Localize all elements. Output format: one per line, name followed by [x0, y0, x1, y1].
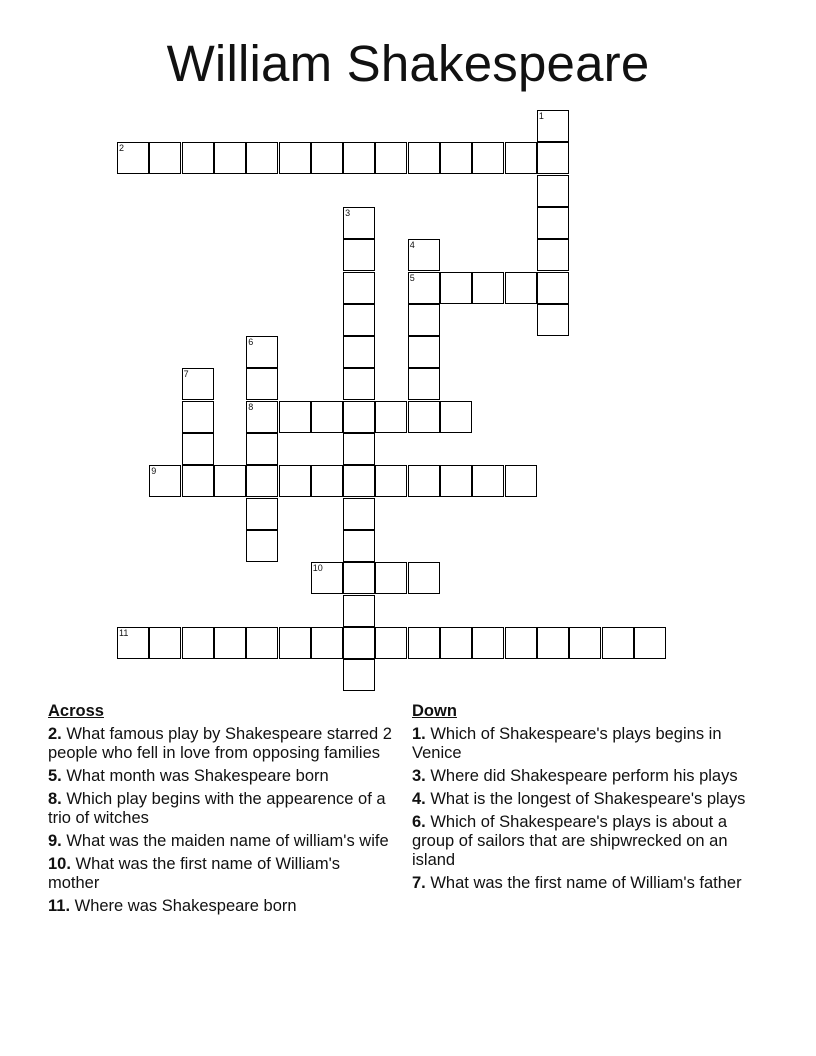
clue-number: 4. [412, 790, 426, 808]
grid-cell[interactable] [343, 498, 375, 530]
grid-cell[interactable] [537, 175, 569, 207]
grid-cell[interactable] [440, 401, 472, 433]
grid-cell[interactable] [375, 562, 407, 594]
clue-item [48, 855, 393, 893]
grid-cell[interactable] [149, 142, 181, 174]
across-heading: Across [48, 702, 104, 720]
grid-cell[interactable] [343, 336, 375, 368]
clue-item [48, 725, 393, 763]
grid-cell[interactable] [182, 433, 214, 465]
grid-cell[interactable] [537, 142, 569, 174]
grid-cell[interactable] [408, 465, 440, 497]
clue-number: 1. [412, 725, 426, 743]
grid-cell[interactable] [279, 627, 311, 659]
cell-number: 10 [312, 563, 323, 574]
grid-cell[interactable] [343, 659, 375, 691]
grid-cell[interactable] [602, 627, 634, 659]
grid-cell[interactable] [279, 401, 311, 433]
grid-cell[interactable] [343, 207, 375, 239]
clue-number: 8. [48, 790, 62, 808]
grid-cell[interactable] [537, 239, 569, 271]
grid-cell[interactable] [440, 142, 472, 174]
clue-text: What was the first name of William's father [430, 874, 742, 892]
clue-number: 10. [48, 855, 71, 873]
grid-cell[interactable] [505, 465, 537, 497]
grid-cell[interactable] [343, 239, 375, 271]
grid-cell[interactable] [408, 142, 440, 174]
grid-cell[interactable] [408, 272, 440, 304]
grid-cell[interactable] [505, 272, 537, 304]
grid-cell[interactable] [537, 110, 569, 142]
grid-cell[interactable] [343, 433, 375, 465]
grid-cell[interactable] [537, 627, 569, 659]
grid-cell[interactable] [182, 142, 214, 174]
grid-cell[interactable] [440, 465, 472, 497]
grid-cell[interactable] [311, 401, 343, 433]
grid-cell[interactable] [246, 465, 278, 497]
grid-cell[interactable] [505, 627, 537, 659]
down-clue-list [412, 725, 757, 893]
clue-text: What is the longest of Shakespeare's plays [430, 790, 746, 808]
cell-number: 8 [248, 401, 254, 412]
clue-item [48, 897, 393, 916]
grid-cell[interactable] [408, 368, 440, 400]
clue-text: What month was Shakespeare born [66, 767, 329, 785]
grid-cell[interactable] [279, 142, 311, 174]
clue-text: What was the first name of William's mother [48, 855, 340, 892]
grid-cell[interactable] [343, 272, 375, 304]
cell-number: 6 [248, 337, 254, 348]
grid-cell[interactable] [537, 272, 569, 304]
grid-cell[interactable] [537, 304, 569, 336]
grid-cell[interactable] [343, 304, 375, 336]
page-title: William Shakespeare [166, 35, 650, 92]
cell-number: 2 [119, 143, 125, 154]
clue-number: 6. [412, 813, 426, 831]
cell-number: 3 [345, 207, 351, 218]
grid-cell[interactable] [117, 142, 149, 174]
grid-cell[interactable] [505, 142, 537, 174]
grid-cell[interactable] [182, 401, 214, 433]
grid-cell[interactable] [537, 207, 569, 239]
clue-number: 2. [48, 725, 62, 743]
clue-item [48, 832, 393, 851]
grid-cell[interactable] [246, 336, 278, 368]
grid-cell[interactable] [440, 627, 472, 659]
grid-cell[interactable] [343, 530, 375, 562]
clue-text: What famous play by Shakespeare starred 2 people who fell in love from opposing families [48, 725, 392, 762]
down-heading: Down [412, 702, 457, 720]
across-clues [48, 702, 393, 920]
grid-cell[interactable] [343, 368, 375, 400]
grid-cell[interactable] [311, 142, 343, 174]
grid-cell[interactable] [149, 465, 181, 497]
grid-cell[interactable] [440, 272, 472, 304]
grid-cell[interactable] [408, 562, 440, 594]
grid-cell[interactable] [472, 142, 504, 174]
clue-number: 3. [412, 767, 426, 785]
clue-item [48, 790, 393, 828]
cell-number: 11 [119, 627, 129, 638]
grid-cell[interactable] [246, 401, 278, 433]
grid-cell[interactable] [343, 562, 375, 594]
cell-number: 1 [538, 111, 544, 121]
clue-text: Which of Shakespeare's plays is about a group of sailors that are shipwrecked on an island [412, 813, 728, 869]
grid-cell[interactable] [343, 465, 375, 497]
grid-cell[interactable] [408, 239, 440, 271]
grid-cell[interactable] [375, 465, 407, 497]
grid-cell[interactable] [279, 465, 311, 497]
clue-text: Where was Shakespeare born [74, 897, 297, 915]
grid-cell[interactable] [182, 368, 214, 400]
clue-item [412, 767, 757, 786]
grid-cell[interactable] [472, 272, 504, 304]
grid-cell[interactable] [246, 498, 278, 530]
grid-cell[interactable] [246, 142, 278, 174]
grid-cell[interactable] [214, 142, 246, 174]
grid-cell[interactable] [408, 401, 440, 433]
down-clues [412, 702, 757, 897]
grid-cell[interactable] [246, 433, 278, 465]
grid-cell[interactable] [343, 142, 375, 174]
cell-number: 4 [409, 240, 415, 251]
clue-item [412, 874, 757, 893]
grid-cell[interactable] [375, 627, 407, 659]
clue-text: Where did Shakespeare perform his plays [430, 767, 738, 785]
grid-cell[interactable] [246, 530, 278, 562]
grid-cell[interactable] [375, 401, 407, 433]
clue-item [412, 725, 757, 763]
grid-cell[interactable] [117, 627, 149, 659]
clue-item [412, 790, 757, 809]
clue-text: What was the maiden name of william's wife [66, 832, 389, 850]
grid-cell[interactable] [408, 627, 440, 659]
cell-number: 5 [409, 272, 415, 283]
grid-cell[interactable] [343, 595, 375, 627]
clue-number: 7. [412, 874, 426, 892]
grid-cell[interactable] [182, 627, 214, 659]
clue-text: Which play begins with the appearence of a trio of witches [48, 790, 386, 827]
clue-text: Which of Shakespeare's plays begins in Venice [412, 725, 722, 762]
cell-number: 7 [183, 369, 189, 380]
clue-number: 9. [48, 832, 62, 850]
grid-cell[interactable] [246, 368, 278, 400]
grid-cell[interactable] [311, 562, 343, 594]
grid-cell[interactable] [408, 336, 440, 368]
clue-item [412, 813, 757, 870]
grid-cell[interactable] [375, 142, 407, 174]
grid-cell[interactable] [182, 465, 214, 497]
grid-cell[interactable] [343, 627, 375, 659]
grid-cell[interactable] [214, 627, 246, 659]
clue-item [48, 767, 393, 786]
grid-cell[interactable] [569, 627, 601, 659]
grid-cell[interactable] [246, 627, 278, 659]
grid-cell[interactable] [472, 627, 504, 659]
grid-cell[interactable] [472, 465, 504, 497]
grid-cell[interactable] [311, 627, 343, 659]
grid-cell[interactable] [408, 304, 440, 336]
grid-cell[interactable] [343, 401, 375, 433]
grid-cell[interactable] [634, 627, 666, 659]
cell-number: 9 [151, 466, 157, 477]
across-clue-list [48, 725, 393, 916]
clue-number: 11. [48, 897, 71, 915]
grid-cell[interactable] [311, 465, 343, 497]
grid-cell[interactable] [149, 627, 181, 659]
grid-cell[interactable] [214, 465, 246, 497]
clue-number: 5. [48, 767, 62, 785]
